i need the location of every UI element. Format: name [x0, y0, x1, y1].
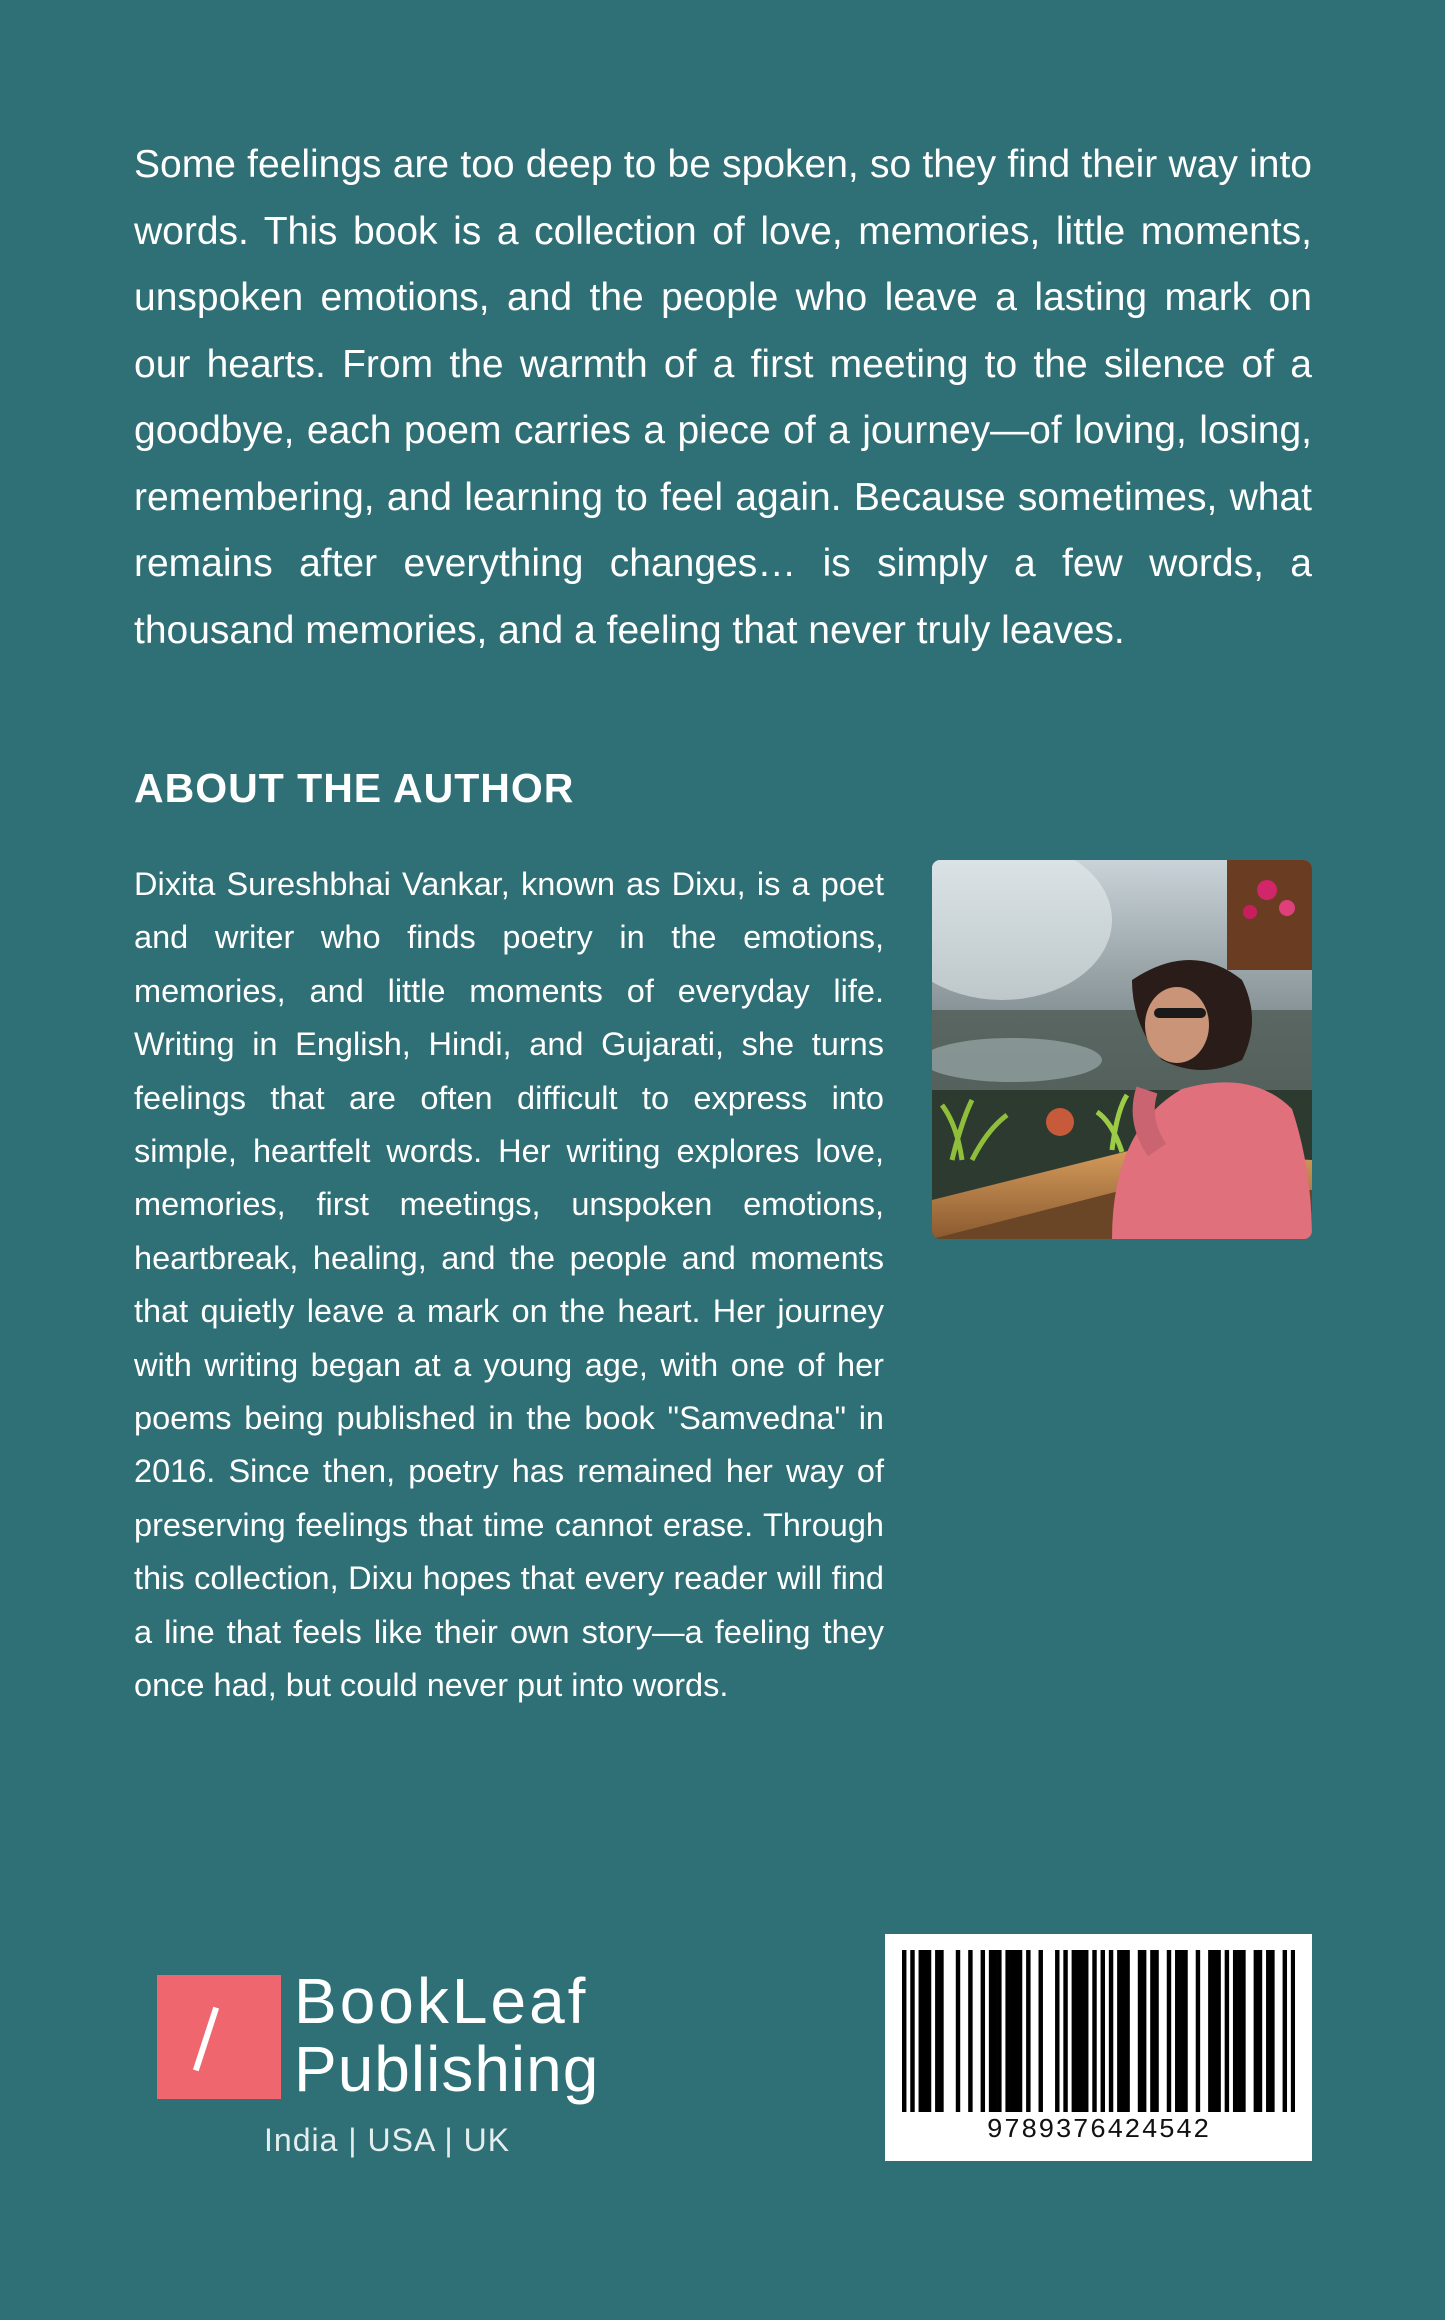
barcode-bar	[1092, 1950, 1096, 2112]
barcode-bar	[902, 1950, 906, 2112]
barcode-bar	[1241, 1950, 1245, 2112]
about-author-heading: ABOUT THE AUTHOR	[134, 765, 575, 811]
barcode-bar	[1196, 1950, 1200, 2112]
barcode-bar	[1175, 1950, 1179, 2112]
barcode-bar	[1072, 1950, 1076, 2112]
barcode-bar	[1039, 1950, 1043, 2112]
barcode-bar	[1014, 1950, 1018, 2112]
barcode-bar	[1117, 1950, 1121, 2112]
barcode-bar	[1291, 1950, 1295, 2112]
barcode-bar	[1254, 1950, 1258, 2112]
barcode-bar	[1101, 1950, 1105, 2112]
barcode-bar	[1010, 1950, 1014, 2112]
barcode-bar	[923, 1950, 927, 2112]
barcode-bar	[1179, 1950, 1183, 2112]
barcode-bar	[1026, 1950, 1030, 2112]
barcode-bars	[902, 1950, 1295, 2112]
barcode-bar	[1270, 1950, 1274, 2112]
barcode-bar	[1063, 1950, 1067, 2112]
barcode-bar	[968, 1950, 972, 2112]
barcode-bar	[1167, 1950, 1171, 2112]
author-photo	[932, 860, 1312, 1239]
barcode-bar	[993, 1950, 997, 2112]
barcode-bar	[1142, 1950, 1146, 2112]
barcode-bar	[1125, 1950, 1129, 2112]
barcode-bar	[1150, 1950, 1154, 2112]
barcode-bar	[919, 1950, 923, 2112]
barcode-bar	[1055, 1950, 1059, 2112]
barcode-bar	[1005, 1950, 1009, 2112]
publisher-logo-mark	[157, 1975, 281, 2099]
barcode-bar	[956, 1950, 960, 2112]
barcode-bar	[981, 1950, 985, 2112]
barcode-bar	[927, 1950, 931, 2112]
barcode-bar	[1138, 1950, 1142, 2112]
barcode-bar	[1076, 1950, 1080, 2112]
barcode-bar	[910, 1950, 914, 2112]
barcode-bar	[1109, 1950, 1113, 2112]
publisher-name-line1: BookLeaf	[294, 1965, 589, 2037]
barcode-bar	[1237, 1950, 1241, 2112]
barcode-bar	[989, 1950, 993, 2112]
barcode-bar	[1018, 1950, 1022, 2112]
barcode-bar	[1283, 1950, 1287, 2112]
publisher-name-line2: Publishing	[294, 2033, 600, 2105]
barcode-bar	[1212, 1950, 1216, 2112]
slash-icon	[193, 2007, 219, 2072]
barcode-bar	[1216, 1950, 1220, 2112]
author-bio: Dixita Sureshbhai Vankar, known as Dixu, is a poet and writer who finds poetry in the emotions, memories, and little moments of everyday life. Writing in English, Hindi, and Gujarati, she turns feelings that are often difficult to express into simple, heartfelt words. Her writing explores love, memories, first meetings, unspoken emotions, heartbreak, healing, and the people and moments that quietly leave a mark on the heart. Her journey with writing began at a young age, with one of her poems being published in the book "Samvedna" in 2016. Since then, poetry has remained her way of preserving feelings that time cannot erase. Through this collection, Dixu hopes that every reader will find a line that feels like their own story—a feeling they once had, but could never put into words.	[134, 866, 884, 1704]
barcode-bar	[939, 1950, 943, 2112]
barcode-bar	[1258, 1950, 1262, 2112]
barcode-bar	[1121, 1950, 1125, 2112]
isbn-number: 9789376424542	[986, 2116, 1211, 2146]
back-cover-blurb: Some feelings are too deep to be spoken, so they find their way into words. This book is a collection of love, memories, little moments, unspoken emotions, and the people who leave a lasting mark on our hearts. From the warmth of a first meeting to the silence of a goodbye, each poem carries a piece of a journey—of loving, losing, remembering, and learning to feel again. Because sometimes, what remains after everything changes… is simply a few words, a thousand memories, and a feeling that never truly leaves.	[134, 143, 1312, 652]
barcode-bar	[1208, 1950, 1212, 2112]
barcode-bar	[1084, 1950, 1088, 2112]
isbn-barcode	[885, 1934, 1312, 2161]
barcode-bar	[935, 1950, 939, 2112]
barcode-bar	[1225, 1950, 1229, 2112]
barcode-bar	[997, 1950, 1001, 2112]
publisher-locations: India | USA | UK	[264, 2122, 511, 2158]
barcode-bar	[1183, 1950, 1187, 2112]
barcode-bar	[1233, 1950, 1237, 2112]
barcode-bar	[1266, 1950, 1270, 2112]
barcode-bar	[1080, 1950, 1084, 2112]
barcode-bar	[1154, 1950, 1158, 2112]
